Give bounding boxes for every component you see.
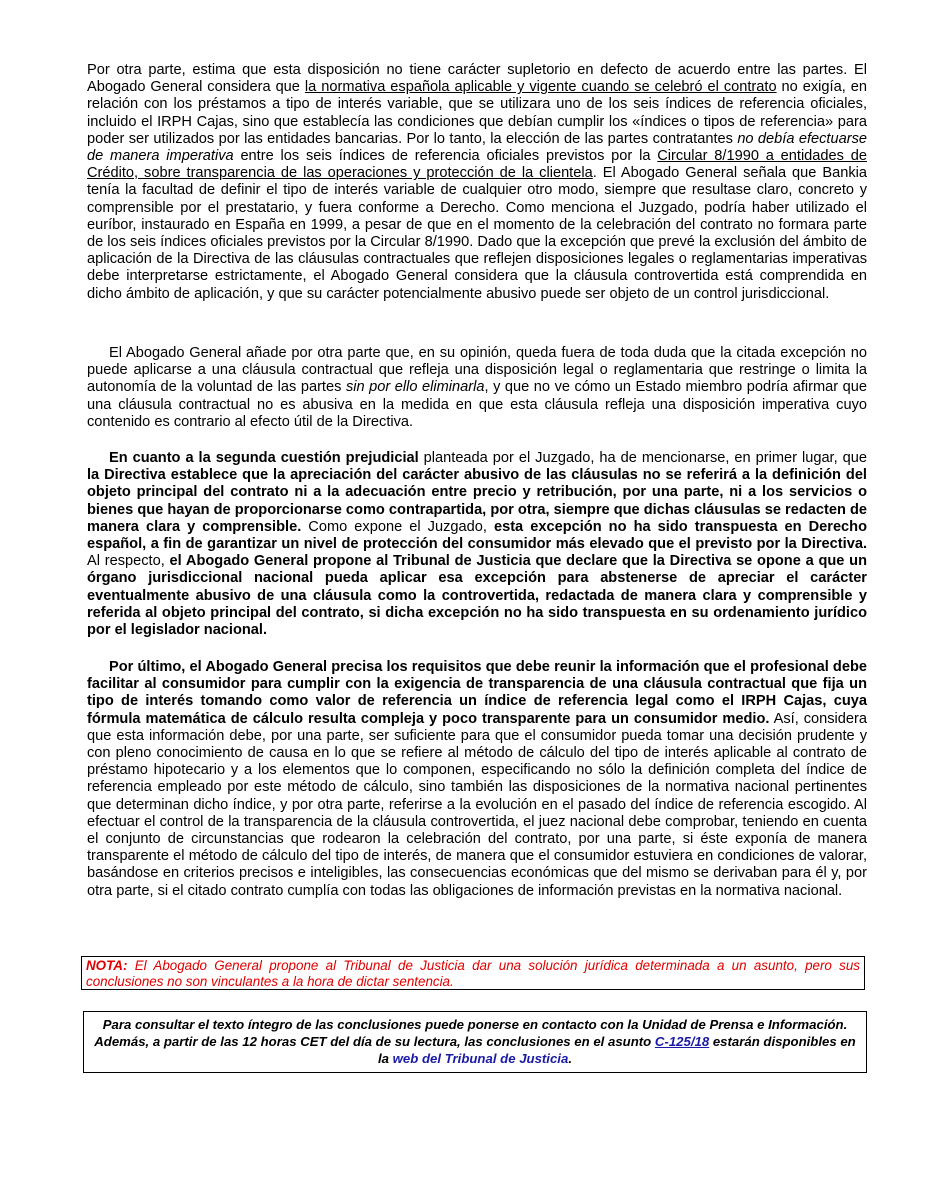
p1-text-2: no exigía, en relación con los préstamos a tipo de interés variable, que se utilizara uno de los seis índices de referencia oficiales, incluido el IRPH Cajas, sino que establecía las condiciones que debían cumplir los «índices o tipos de referencia» para poder ser utilizados por las entidades bancarias. Por lo tanto, la elección de las partes contratantes (87, 79, 867, 147)
p1-text-1: Por otra parte, estima que esta disposición no tiene carácter supletorio en defecto de acuerdo entre las partes. El Abogado General considera que (87, 62, 867, 96)
p3-text-3: Al respecto, (87, 553, 170, 570)
web-tribunal-link[interactable]: web del Tribunal de Justicia (392, 1051, 569, 1066)
p3-bold-2: la Directiva establece que la apreciación del carácter abusivo de las cláusulas no se referirá a la definición del objeto principal del contrato ni a la adecuación entre precio y retribución, por una parte, ni a los servicios o bienes que hayan de proporcionarse como contrapartida, por otra, siempre que dichas cláusulas se redacten de manera clara y comprensible. (87, 467, 867, 535)
p1-text-4: . El Abogado General señala que Bankia tenía la facultad de definir el tipo de interés variable de cualquier otro modo, siempre que resultase claro, concreto y comprensible por el prestatario, y fuera conforme a Derecho. Como menciona el Juzgado, podría haber utilizado el euríbor, instaurado en España en 1999, a pesar de que en el momento de la celebración del contrato no formara parte de los seis índices oficiales previstos por la Circular 8/1990. Dado que la excepción que prevé la exclusión del ámbito de aplicación de la Directiva de las cláusulas contractuales que reflejen disposiciones legales o reglamentarias imperativas debe interpretarse estrictamente, el Abogado General considera que la cláusula controvertida está comprendida en dicho ámbito de aplicación, y que su carácter potencialmente abusivo puede ser objeto de un control jurisdiccional. (87, 165, 867, 302)
p1-italic: no debía efectuarse de manera imperativa (87, 130, 867, 165)
info-box (83, 1011, 867, 1073)
paragraph-transparencia (87, 659, 867, 900)
paragraph-supletorio (87, 62, 867, 303)
p2-italic: sin por ello eliminarla (345, 379, 485, 396)
info-text-1: Para consultar el texto íntegro de las conclusiones puede ponerse en contacto con la Unidad de Prensa e Información. Además, a partir de las 12 horas CET del día de su lectura, las conclusiones en el asunto (94, 1017, 848, 1049)
nota-box (81, 956, 865, 990)
p1-text-3: entre los seis índices de referencia oficiales previstos por la (233, 148, 658, 165)
paragraph-segunda-cuestion (87, 450, 867, 639)
p3-bold-3: esta excepción no ha sido transpuesta en Derecho español, a fin de garantizar un nivel de protección del consumidor más elevado que el previsto por la Directiva. (87, 518, 868, 553)
p3-text-2: Como expone el Juzgado, (301, 518, 494, 535)
case-c-125-18-link[interactable]: C-125/18 (654, 1034, 710, 1049)
p2-text-1: El Abogado General añade por otra parte que, en su opinión, queda fuera de toda duda que la citada excepción no puede aplicarse a una cláusula contractual que refleja una disposición legal o reglamentaria que restringe o limita la autonomía de la voluntad de las partes (87, 345, 867, 396)
normativa-espanola-underline: la normativa española aplicable y vigente cuando se celebró el contrato (304, 79, 777, 96)
nota-label: NOTA: (86, 958, 128, 973)
info-text-3: . (568, 1051, 572, 1066)
p3-bold-4: el Abogado General propone al Tribunal de Justicia que declare que la Directiva se opone a que un órgano jurisdiccional nacional pueda aplicar esa excepción para abstenerse de apreciar el carácter eventualmente abusivo de una cláusula como la controvertida, redactada de manera clara y comprensible y referida al objeto principal del contrato, si dicha excepción no ha sido transpuesta en su ordenamiento jurídico por el legislador nacional. (87, 553, 867, 639)
nota-text: El Abogado General propone al Tribunal de Justicia dar una solución jurídica determinada a un asunto, pero sus conclusiones no son vinculantes a la hora de dictar sentencia. (86, 958, 860, 989)
p3-text-1: planteada por el Juzgado, ha de mencionarse, en primer lugar, que (418, 450, 867, 466)
p4-text-1: Así, considera que esta información debe, por una parte, ser suficiente para que el consumidor pueda tomar una decisión prudente y con pleno conocimiento de causa en lo que se refiere al método de cálculo del tipo de interés aplicable al contrato de préstamo hipotecario y a los elementos que lo componen, especificando no sólo la definición completa del índice de referencia empleado por este método de cálculo, sino también las disposiciones de la normativa nacional pertinentes que determinan dicho índice, y por otra parte, referirse a la evolución en el pasado del índice de referencia escogido. Al efectuar el control de la transparencia de la cláusula controvertida, el juez nacional debe comprobar, teniendo en cuenta el conjunto de circunstancias que rodearon la celebración del contrato, por una parte, si éste exponía de manera transparente el método de cálculo del tipo de interés, de manera que el consumidor estuviera en condiciones de valorar, basándose en criterios precisos e inteligibles, las consecuencias económicas que del mismo se derivaban para él y, por otra parte, si el citado contrato cumplía con todas las obligaciones de información previstas en la normativa nacional. (87, 710, 867, 899)
p2-text-2: , y que no ve cómo un Estado miembro podría afirmar que una cláusula contractual no es abusiva en la medida en que esta cláusula refleja una disposición imperativa cuyo contenido es contrario al efecto útil de la Directiva. (87, 379, 867, 430)
circular-8-1990-underline: Circular 8/1990 a entidades de Crédito, sobre transparencia de las operaciones y protección de la clientela (87, 148, 867, 182)
paragraph-excepcion (87, 345, 867, 431)
p3-bold-1: En cuanto a la segunda cuestión prejudicial (109, 450, 419, 466)
info-text-2: estarán disponibles en la (378, 1034, 856, 1066)
p4-bold-1: Por último, el Abogado General precisa los requisitos que debe reunir la información que el profesional debe facilitar al consumidor para cumplir con la exigencia de transparencia de una cláusula contractual que fija un tipo de interés tomando como valor de referencia un índice de referencia legal como el IRPH Cajas, cuya fórmula matemática de cálculo resulta compleja y poco transparente para un consumidor medio. (87, 659, 867, 727)
